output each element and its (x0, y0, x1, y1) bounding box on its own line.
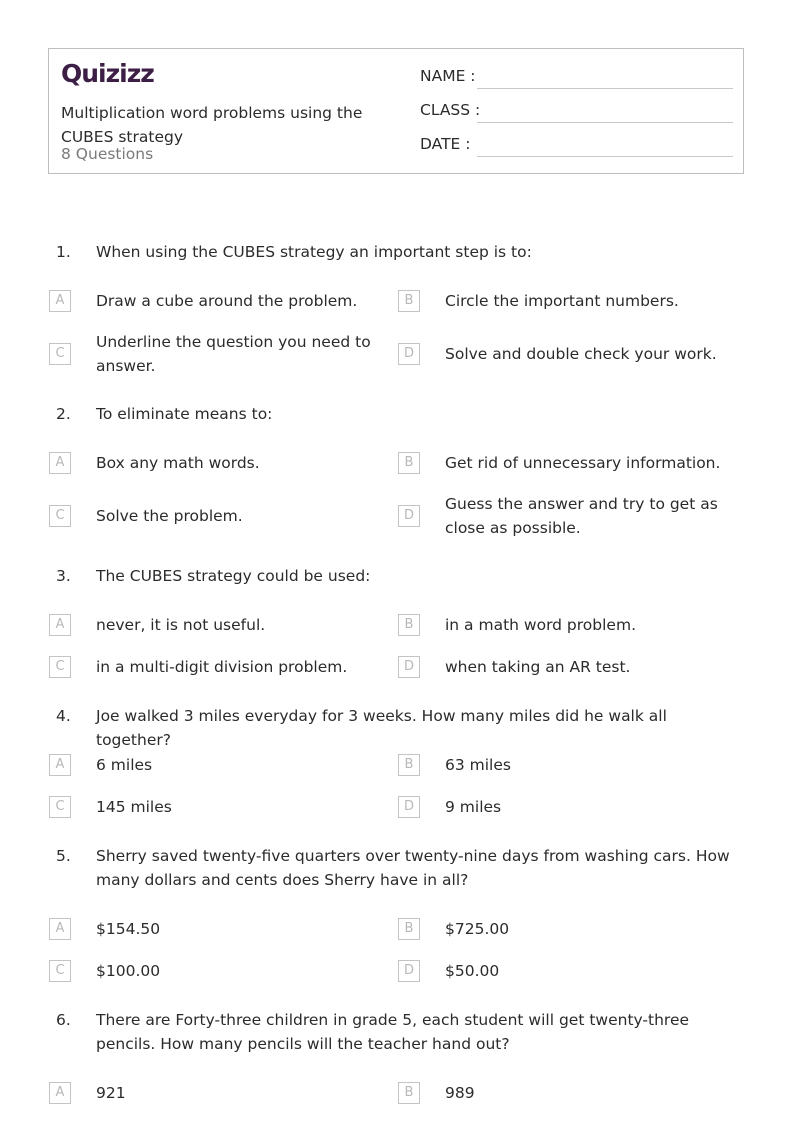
option-b-text: Circle the important numbers. (445, 292, 679, 310)
class-field[interactable] (420, 101, 733, 125)
option-d-text: when taking an AR test. (445, 658, 631, 676)
option-a-box[interactable]: A (49, 918, 71, 940)
worksheet-header (48, 48, 744, 174)
option-c-box[interactable]: C (49, 960, 71, 982)
option-d-text: Guess the answer and try to get as close as possible. (445, 495, 718, 537)
quizizz-logo: Quizizz (61, 59, 154, 88)
question-text: To eliminate means to: (96, 405, 273, 423)
option-d-box[interactable]: D (398, 960, 420, 982)
option-c-box[interactable]: C (49, 656, 71, 678)
question-count: 8 Questions (61, 145, 154, 163)
option-b-text: Get rid of unnecessary information. (445, 454, 721, 472)
option-c-text: Underline the question you need to answer. (96, 333, 371, 375)
question-number: 4. (56, 707, 71, 725)
option-a-box[interactable]: A (49, 614, 71, 636)
option-c-box[interactable]: C (49, 343, 71, 365)
option-d-text: Solve and double check your work. (445, 345, 717, 363)
option-a-text: 6 miles (96, 756, 153, 774)
option-a-text: never, it is not useful. (96, 616, 266, 634)
name-label: NAME : (420, 67, 476, 85)
option-d-box[interactable]: D (398, 505, 420, 527)
option-c-text: Solve the problem. (96, 507, 243, 525)
option-b-text: in a math word problem. (445, 616, 636, 634)
option-b-box[interactable]: B (398, 1082, 420, 1104)
option-b-text: 989 (445, 1084, 475, 1102)
question-text: Joe walked 3 miles everyday for 3 weeks. How many miles did he walk all together? (96, 707, 667, 749)
option-c-text: 145 miles (96, 798, 172, 816)
option-a-box[interactable]: A (49, 452, 71, 474)
option-d-box[interactable]: D (398, 796, 420, 818)
option-d-text: 9 miles (445, 798, 502, 816)
question-number: 6. (56, 1011, 71, 1029)
option-b-box[interactable]: B (398, 452, 420, 474)
class-label: CLASS : (420, 101, 481, 119)
option-c-text: in a multi-digit division problem. (96, 658, 348, 676)
class-line[interactable] (477, 122, 733, 123)
question-text: There are Forty-three children in grade 5, each student will get twenty-three pencils. How many pencils will the teacher hand out? (96, 1011, 690, 1053)
name-field[interactable] (420, 67, 733, 91)
option-d-box[interactable]: D (398, 343, 420, 365)
option-b-text: $725.00 (445, 920, 510, 938)
name-line[interactable] (477, 88, 733, 89)
question-text: When using the CUBES strategy an important step is to: (96, 243, 532, 261)
question-text: The CUBES strategy could be used: (96, 567, 371, 585)
option-b-box[interactable]: B (398, 290, 420, 312)
option-b-box[interactable]: B (398, 918, 420, 940)
option-b-box[interactable]: B (398, 614, 420, 636)
option-a-box[interactable]: A (49, 754, 71, 776)
option-b-text: 63 miles (445, 756, 511, 774)
question-number: 5. (56, 847, 71, 865)
option-a-text: $154.50 (96, 920, 161, 938)
option-a-box[interactable]: A (49, 1082, 71, 1104)
option-d-box[interactable]: D (398, 656, 420, 678)
option-a-box[interactable]: A (49, 290, 71, 312)
option-a-text: 921 (96, 1084, 126, 1102)
date-label: DATE : (420, 135, 471, 153)
worksheet-title: Multiplication word problems using the CUBES strategy (61, 104, 363, 146)
question-number: 1. (56, 243, 71, 261)
question-number: 3. (56, 567, 71, 585)
option-c-box[interactable]: C (49, 796, 71, 818)
option-a-text: Draw a cube around the problem. (96, 292, 358, 310)
option-a-text: Box any math words. (96, 454, 260, 472)
option-c-text: $100.00 (96, 962, 161, 980)
option-b-box[interactable]: B (398, 754, 420, 776)
date-field[interactable] (420, 135, 733, 159)
option-d-text: $50.00 (445, 962, 500, 980)
question-number: 2. (56, 405, 71, 423)
date-line[interactable] (477, 156, 733, 157)
option-c-box[interactable]: C (49, 505, 71, 527)
question-text: Sherry saved twenty-five quarters over twenty-nine days from washing cars. How many dollars and cents does Sherry have in all? (96, 847, 730, 889)
